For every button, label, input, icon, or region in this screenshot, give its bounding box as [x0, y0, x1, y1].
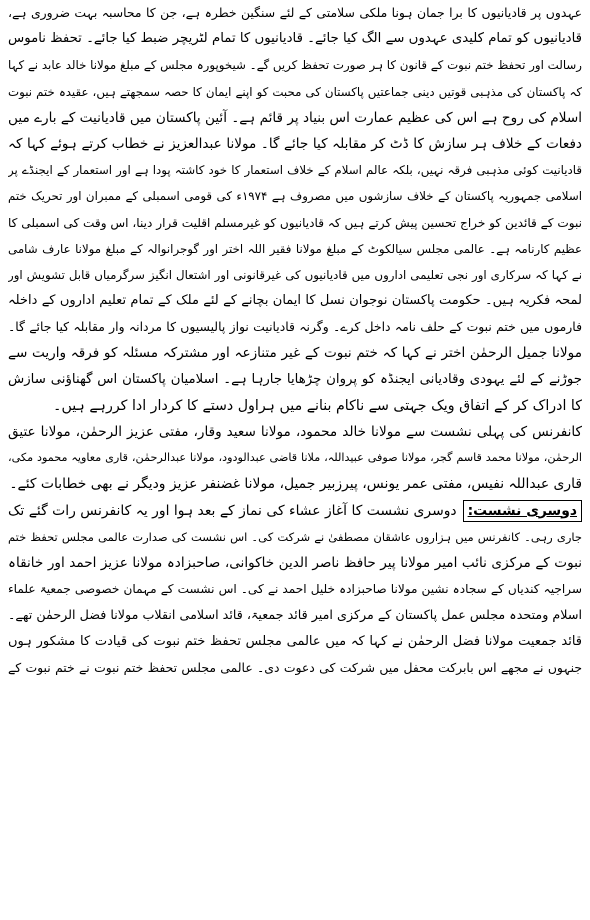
text-line: عظیم کارنامہ ہے۔ عالمی مجلس سیالکوٹ کے مبلغ مولانا فقیر اللہ اختر اور گوجرانوالہ کے مبلغ مولانا عارف شامی: [8, 241, 582, 256]
text-line: اسلامی جمہوریہ پاکستان کے خلاف سازشوں میں مصروف ہے ۱۹۷۴ء کی قومی اسمبلی کے ممبران اور تحریک ختم: [8, 189, 582, 204]
text-line: قائد جمعیت مولانا فضل الرحمٰن نے کہا کہ میں عالمی مجلس تحفظ ختم نبوت کی قیادت کا مشکور ہوں: [8, 633, 582, 649]
text-line: رسالت اور تحفظ ختم نبوت کے قانون کا ہر صورت تحفظ کریں گے۔ شیخوپورہ مجلس کے مبلغ مولانا خالد عابد نے کہا: [8, 58, 582, 73]
text-line: کانفرنس کی پہلی نشست سے مولانا خالد محمود، مولانا سعید وقار، مفتی عزیز الرحمٰن، مولانا عتیق: [8, 424, 582, 440]
article-body: [8, 0, 582, 920]
text-line: فارموں میں ختم نبوت کے حلف نامہ داخل کرے۔ وگرنہ قادیانیت نواز پالیسیوں کا مردانہ وار مقابلہ کیا جائے گا۔: [8, 319, 582, 335]
text-line: لمحہ فکریہ ہیں۔ حکومت پاکستان نوجوان نسل کا ایمان بچانے کے لئے ملک کے تمام تعلیم اداروں کے داخلہ: [8, 293, 582, 309]
text-line: مولانا جمیل الرحمٰن اختر نے کہا کہ ختم نبوت کے غیر متنازعہ اور مشترکہ مسئلہ کو فرقہ واریت سے: [8, 345, 582, 362]
text-line: قادیانیت کوئی مذہبی فرقہ نہیں، بلکہ عالم اسلام کے خلاف استعمار کا خود کاشتہ پودا ہے اور استعمار کے ایجنڈے پر: [8, 163, 582, 178]
text-line: عہدوں پر قادیانیوں کا برا جمان ہونا ملکی سلامتی کے لئے سنگین خطرہ ہے، جن کا محاسبہ بہت ضروری ہے،: [8, 5, 582, 20]
text-line: الرحمٰن، مولانا محمد قاسم گجر، مولانا صوفی عبیداللہ، ملانا قاضی عبدالودود، مولانا عبدالرحمٰن، قاری معاویہ محمود مکی،: [8, 451, 582, 465]
text-line: سراجیہ کندیاں کے سجادہ نشین مولانا صاحبزادہ خلیل احمد نے کی۔ اس نشست کے مہمان خصوصی جمعیۃ علماء: [8, 582, 582, 597]
text-line: قادیانیوں کو تمام کلیدی عہدوں سے الگ کیا جائے۔ قادیانیوں کا تمام لٹریچر ضبط کیا جائے۔ تحفظ ناموس: [8, 31, 582, 47]
text-line: اسلام کی روح ہے اس کی عظیم عمارت اس بنیاد پر قائم ہے۔ آئین پاکستان میں قادیانیت کے بارے میں: [8, 109, 582, 126]
text-line: جنہوں نے مجھے اس بابرکت محفل میں شرکت کی دعوت دی۔ عالمی مجلس تحفظ ختم نبوت نے ختم نبوت کے: [8, 659, 582, 675]
text-line: دفعات کے خلاف ہر سازش کا ڈٹ کر مقابلہ کیا جائے گا۔ مولانا عبدالعزیز نے خطاب کرتے ہوئے کہا کہ: [8, 135, 582, 152]
text-line: نبوت کے قائدین کو خراج تحسین پیش کرتے ہیں کہ قادیانیوں کو غیرمسلم اقلیت قرار دینا، اس وقت کی اسمبلی کا: [8, 215, 582, 230]
text-line: قاری عبداللہ نفیس، مفتی عمر یونس، پیرزبیر جمیل، مولانا غضنفر عزیز ودیگر نے بھی خطابات کئے۔: [9, 476, 582, 493]
section-line: [8, 498, 582, 524]
text-line: کہ پاکستان کی مذہبی قوتیں دینی جماعتیں پاکستان کی محبت کو اپنے ایمان کا حصہ سمجھتے ہیں، عقیدہ ختم نبوت: [8, 84, 582, 99]
text-line: نے کہا کہ سرکاری اور نجی تعلیمی اداروں میں قادیانیوں کی غیرقانونی اور اشتعال انگیز سرگرمیاں قابل تشویش اور: [8, 267, 582, 282]
text-line: نبوت کے مرکزی نائب امیر مولانا پیر حافظ ناصر الدین خاکوانی، صاحبزادہ مولانا عزیز احمد اور خانقاہ: [8, 554, 582, 571]
section-heading: دوسری نشست:: [463, 500, 582, 522]
text-line: اسلام ومتحدہ مجلس عمل پاکستان کے مرکزی امیر قائد جمعیۃ، قائد اسلامی انقلاب مولانا فضل الرحمٰن تھے۔: [8, 607, 582, 623]
text-line: جوڑنے کے لئے یہودی وقادیانی ایجنڈہ کو پروان چڑھایا جارہا ہے۔ اسلامیان پاکستان اس گھناؤنی سازش: [8, 371, 582, 387]
text-line: کا ادراک کر کے اتفاق ویک جہتی سے ناکام بنانے میں ہراول دستے کا کردار ادا کررہے ہیں۔: [53, 397, 582, 414]
text-line: جاری رہی۔ کانفرنس میں ہزاروں عاشقان مصطفیٰ نے شرکت کی۔ اس نشست کی صدارت عالمی مجلس تحفظ ختم: [8, 529, 582, 544]
section-line-text: دوسری نشست کا آغاز عشاء کی نماز کے بعد ہوا اور یہ کانفرنس رات گئے تک: [8, 502, 457, 519]
